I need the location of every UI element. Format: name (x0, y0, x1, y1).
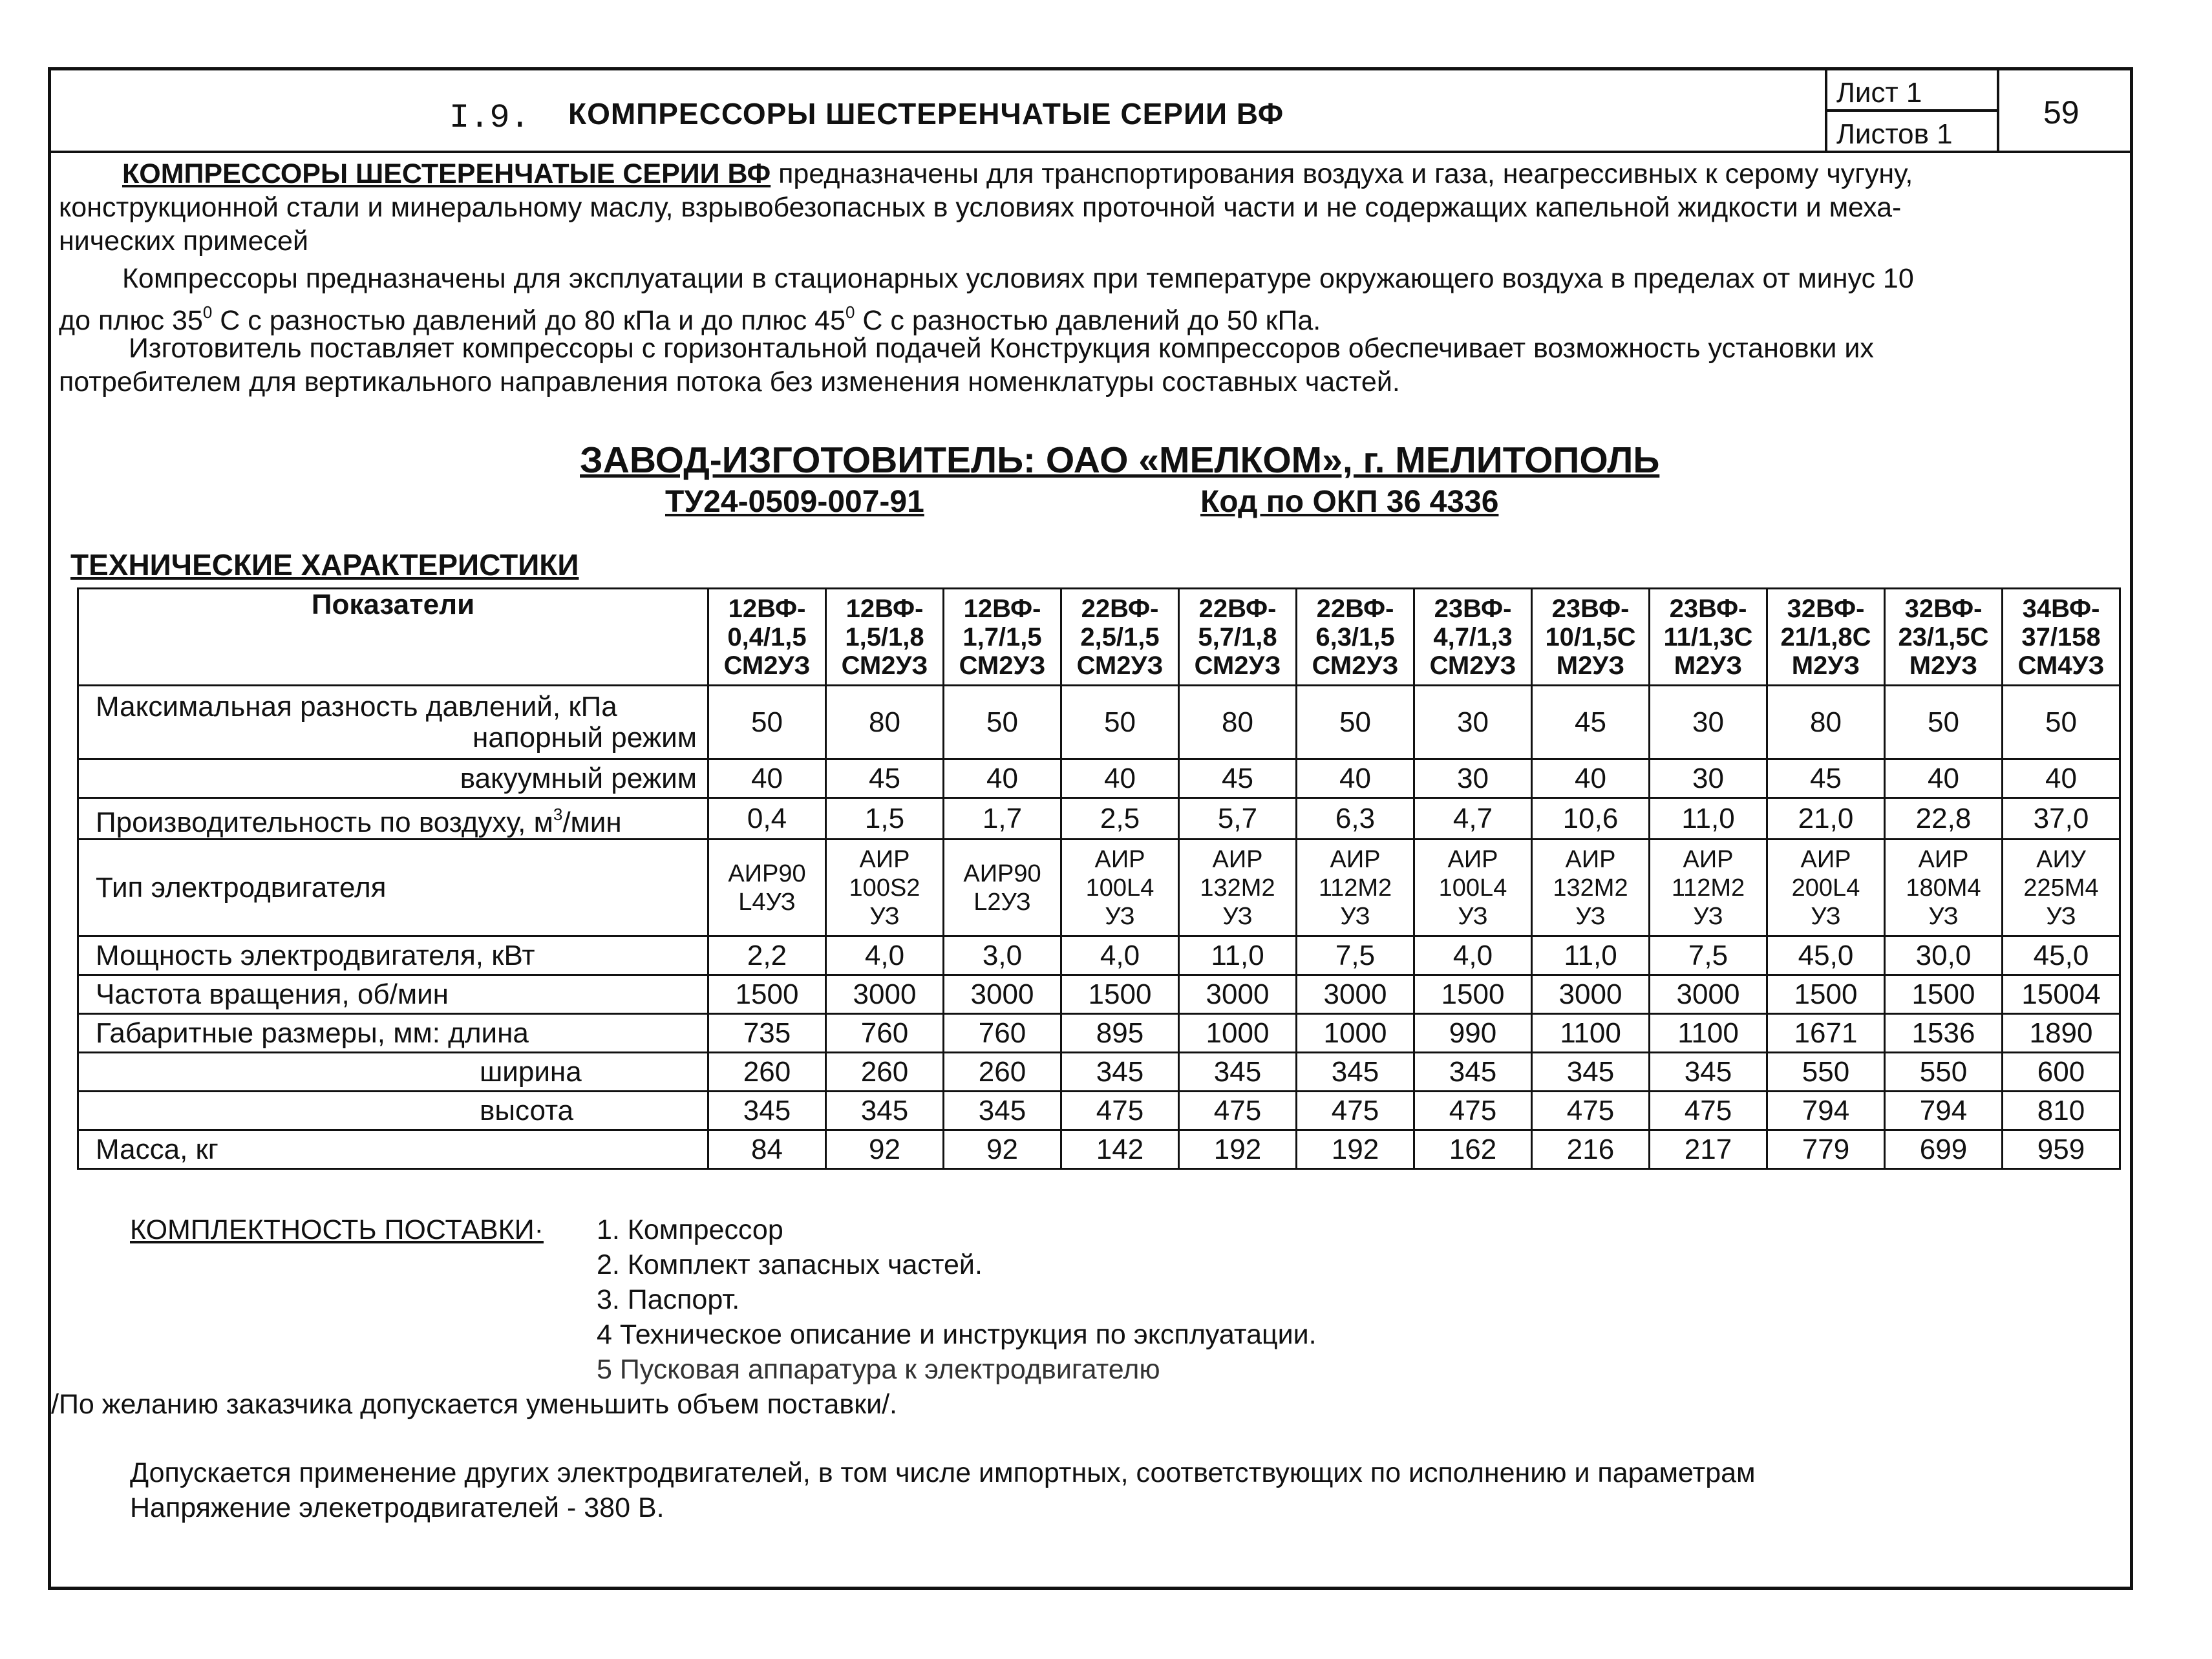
model-name: 23ВФ- (1669, 594, 1747, 623)
value-cell: 779 (1767, 1130, 1885, 1169)
value-cell: 22,8 (1885, 798, 2003, 840)
page-title: КОМПРЕССОРЫ ШЕСТЕРЕНЧАТЫЕ СЕРИИ ВФ (568, 97, 1284, 131)
model-header (1061, 589, 1179, 686)
value-cell (944, 840, 1061, 936)
model-name: 34ВФ- (2022, 594, 2100, 623)
model-name: 21/1,8С (1780, 622, 1871, 651)
value-cell: 11,0 (1650, 798, 1767, 840)
model-name: СМ2УЗ (1194, 651, 1281, 680)
value-cell: 1,7 (944, 798, 1061, 840)
model-name: 32ВФ- (1787, 594, 1865, 623)
value-cell: 30 (1414, 759, 1532, 798)
value-cell: 80 (826, 686, 944, 759)
value-part: УЗ (1928, 902, 1959, 930)
value-cell: 11,0 (1179, 936, 1297, 975)
value-cell: 4,7 (1414, 798, 1532, 840)
value-cell: 810 (2003, 1092, 2120, 1130)
value-cell: 794 (1885, 1092, 2003, 1130)
value-part: 100L4 (1085, 874, 1154, 902)
footer-line: Допускается применение других электродвигателей, в том числе импортных, соответствующих по исполнению и параметрам (130, 1457, 1756, 1488)
value-cell: 345 (708, 1092, 826, 1130)
model-name: 22ВФ- (1316, 594, 1394, 623)
value-cell: 216 (1532, 1130, 1650, 1169)
value-cell: 735 (708, 1014, 826, 1053)
value-cell: 345 (1532, 1053, 1650, 1092)
value-cell: 40 (1297, 759, 1414, 798)
value-cell (1767, 840, 1885, 936)
value-cell: 45,0 (2003, 936, 2120, 975)
value-cell: 45 (1532, 686, 1650, 759)
value-cell: 3000 (826, 975, 944, 1014)
value-part: 100L4 (1438, 874, 1507, 902)
value-cell: 40 (2003, 759, 2120, 798)
sheets-cell (1825, 112, 1997, 151)
value-cell: 4,0 (1414, 936, 1532, 975)
value-cell: 1536 (1885, 1014, 2003, 1053)
row-label: Масса, кг (78, 1130, 708, 1169)
delivery-label (130, 1213, 544, 1247)
row-label (78, 686, 708, 759)
value-cell (1061, 840, 1179, 936)
title-block (51, 70, 2130, 153)
value-cell: 217 (1650, 1130, 1767, 1169)
intro-line: Изготовитель поставляет компрессоры с горизонтальной подачей Конструкция компрессоров обеспечивает возможность установки их (129, 333, 1874, 364)
value-cell: 760 (826, 1014, 944, 1053)
value-cell: 50 (944, 686, 1061, 759)
superscript: 3 (553, 805, 563, 824)
model-header (708, 589, 826, 686)
superscript: 0 (202, 302, 213, 322)
value-cell: 345 (944, 1092, 1061, 1130)
row-label: Частота вращения, об/мин (78, 975, 708, 1014)
model-name: СМ2УЗ (723, 651, 811, 680)
value-part: 132М2 (1200, 874, 1275, 902)
row-label-line: напорный режим (473, 721, 697, 754)
text-fragment: С с разностью давлений до 50 кПа. (855, 305, 1321, 336)
value-part: УЗ (869, 902, 900, 930)
value-part: АИР (1212, 845, 1263, 873)
delivery-item: 2. Комплект запасных частей. (597, 1249, 983, 1280)
model-header (1414, 589, 1532, 686)
intro-line: нических примесей (59, 226, 308, 257)
row-label: Тип электродвигателя (78, 840, 708, 936)
okp-code: Код по ОКП 36 4336 (1200, 485, 1499, 519)
text-fragment: до плюс 35 (59, 305, 203, 336)
value-cell: 40 (944, 759, 1061, 798)
value-cell: 3000 (1650, 975, 1767, 1014)
value-cell: 40 (1885, 759, 2003, 798)
model-name: СМ4УЗ (2017, 651, 2105, 680)
specs-table (77, 587, 2121, 1170)
value-cell: 475 (1532, 1092, 1650, 1130)
value-cell: 1890 (2003, 1014, 2120, 1053)
value-cell: 475 (1179, 1092, 1297, 1130)
model-name: СМ2УЗ (959, 651, 1046, 680)
footer-line: Напряжение элекетродвигателей - 380 В. (130, 1492, 665, 1523)
model-name: 10/1,5С (1545, 622, 1636, 651)
value-part: АИР (1447, 845, 1498, 873)
table-row (78, 1130, 2120, 1169)
value-cell (1179, 840, 1297, 936)
value-cell (2003, 840, 2120, 936)
value-cell: 11,0 (1532, 936, 1650, 975)
value-cell: 45,0 (1767, 936, 1885, 975)
model-name: М2УЗ (1791, 651, 1860, 680)
intro-line: Компрессоры предназначены для эксплуатации в стационарных условиях при температуре окружающего воздуха в пределах от минус 10 (122, 263, 1914, 294)
row-label-text: /мин (562, 807, 622, 838)
section-number: I.9. (449, 99, 530, 137)
value-cell: 7,5 (1297, 936, 1414, 975)
value-part: УЗ (1222, 902, 1253, 930)
model-name: 22ВФ- (1081, 594, 1159, 623)
value-cell: 40 (1061, 759, 1179, 798)
value-cell: 15004 (2003, 975, 2120, 1014)
model-name: 0,4/1,5 (727, 622, 807, 651)
value-cell: 45 (1179, 759, 1297, 798)
delivery-note: /По желанию заказчика допускается уменьшить объем поставки/. (51, 1389, 898, 1420)
delivery-item: 1. Компрессор (597, 1214, 783, 1245)
manufacturer-title: ЗАВОД-ИЗГОТОВИТЕЛЬ: ОАО «МЕЛКОМ», г. МЕЛИТОПОЛЬ (580, 439, 1660, 481)
value-cell: 50 (1297, 686, 1414, 759)
value-cell: 80 (1767, 686, 1885, 759)
value-cell (1414, 840, 1532, 936)
value-part: УЗ (1105, 902, 1135, 930)
value-cell: 21,0 (1767, 798, 1885, 840)
value-part: L4УЗ (738, 888, 796, 916)
value-cell: 50 (1885, 686, 2003, 759)
model-name: М2УЗ (1674, 651, 1743, 680)
row-label: ширина (78, 1053, 708, 1092)
value-cell: 1500 (1885, 975, 2003, 1014)
value-cell: 0,4 (708, 798, 826, 840)
superscript: 0 (845, 302, 855, 322)
value-part: АИР (1094, 845, 1145, 873)
value-cell: 7,5 (1650, 936, 1767, 975)
model-header (1297, 589, 1414, 686)
model-header (2003, 589, 2120, 686)
value-cell: 40 (708, 759, 826, 798)
value-part: 112М2 (1318, 874, 1392, 902)
value-part: 225М4 (2023, 874, 2099, 902)
model-name: 5,7/1,8 (1198, 622, 1277, 651)
value-cell (826, 840, 944, 936)
table-row (78, 936, 2120, 975)
value-cell: 760 (944, 1014, 1061, 1053)
value-part: 180М4 (1906, 874, 1981, 902)
page-number: 59 (2043, 94, 2079, 131)
value-cell: 142 (1061, 1130, 1179, 1169)
table-row (78, 686, 2120, 759)
model-name: 12ВФ- (845, 594, 924, 623)
intro-line: конструкционной стали и минеральному маслу, взрывобезопасных в условиях проточной части и не содержащих капельной жидкости и меха- (59, 192, 1902, 223)
delivery-item: 5 Пусковая аппаратура к электродвигателю (597, 1354, 1160, 1385)
text-fragment: С с разностью давлений до 80 кПа и до плюс 45 (212, 305, 845, 336)
value-cell: 92 (944, 1130, 1061, 1169)
value-cell: 30,0 (1885, 936, 2003, 975)
value-cell (1885, 840, 2003, 936)
model-name: 11/1,3С (1663, 622, 1753, 651)
value-part: 100S2 (849, 874, 920, 902)
value-cell (1297, 840, 1414, 936)
value-cell: 2,5 (1061, 798, 1179, 840)
value-cell: 260 (826, 1053, 944, 1092)
model-name: М2УЗ (1556, 651, 1625, 680)
value-part: АИР90 (963, 860, 1041, 887)
model-name: 4,7/1,3 (1433, 622, 1513, 651)
value-cell: 260 (944, 1053, 1061, 1092)
value-cell: 84 (708, 1130, 826, 1169)
value-cell (1650, 840, 1767, 936)
value-cell: 345 (1297, 1053, 1414, 1092)
value-part: 200L4 (1791, 874, 1860, 902)
value-cell: 3,0 (944, 936, 1061, 975)
model-name: СМ2УЗ (1312, 651, 1399, 680)
value-cell: 192 (1297, 1130, 1414, 1169)
model-header (1532, 589, 1650, 686)
model-header (1650, 589, 1767, 686)
model-header (944, 589, 1061, 686)
intro-lead: КОМПРЕССОРЫ ШЕСТЕРЕНЧАТЫЕ СЕРИИ ВФ (122, 158, 771, 189)
value-part: УЗ (1693, 902, 1723, 930)
table-row (78, 1053, 2120, 1092)
table-header-row (78, 589, 2120, 686)
model-name: 23/1,5С (1898, 622, 1989, 651)
row-label-line: Максимальная разность давлений, кПа (96, 690, 617, 723)
delivery-label-text: КОМПЛЕКТНОСТЬ ПОСТАВКИ· (130, 1214, 544, 1245)
value-cell: 40 (1532, 759, 1650, 798)
sheet-cell (1825, 70, 1997, 112)
table-row (78, 975, 2120, 1014)
value-cell: 162 (1414, 1130, 1532, 1169)
row-label: Габаритные размеры, мм: длина (78, 1014, 708, 1053)
value-cell: 4,0 (826, 936, 944, 975)
model-name: 32ВФ- (1904, 594, 1983, 623)
value-cell: 1100 (1532, 1014, 1650, 1053)
value-cell: 4,0 (1061, 936, 1179, 975)
value-cell: 92 (826, 1130, 944, 1169)
model-header (1767, 589, 1885, 686)
model-name: М2УЗ (1909, 651, 1978, 680)
intro-line: потребителем для вертикального направления потока без изменения номенклатуры составных частей. (59, 366, 1400, 397)
value-part: АИР (1565, 845, 1616, 873)
intro-text: предназначены для транспортирования воздуха и газа, неагрессивных к серому чугуну, (771, 158, 1913, 189)
value-cell: 45 (826, 759, 944, 798)
row-label-text: Производительность по воздуху, м (96, 807, 553, 838)
model-name: 1,5/1,8 (845, 622, 924, 651)
value-cell: 699 (1885, 1130, 2003, 1169)
model-name: СМ2УЗ (841, 651, 928, 680)
model-name: 23ВФ- (1551, 594, 1630, 623)
value-cell: 345 (1179, 1053, 1297, 1092)
sheet-label: Лист 1 (1836, 77, 1922, 109)
value-cell: 260 (708, 1053, 826, 1092)
document-sheet (48, 67, 2133, 1590)
value-part: 132М2 (1553, 874, 1628, 902)
model-name: 12ВФ- (963, 594, 1041, 623)
value-cell: 50 (1061, 686, 1179, 759)
value-cell (1532, 840, 1650, 936)
value-cell: 50 (708, 686, 826, 759)
value-cell: 80 (1179, 686, 1297, 759)
value-cell: 550 (1885, 1053, 2003, 1092)
intro-line (122, 157, 1913, 191)
value-cell: 600 (2003, 1053, 2120, 1092)
value-part: 112М2 (1671, 874, 1745, 902)
value-cell: 45 (1767, 759, 1885, 798)
value-part: УЗ (2046, 902, 2076, 930)
value-cell: 192 (1179, 1130, 1297, 1169)
value-cell: 475 (1414, 1092, 1532, 1130)
model-name: 22ВФ- (1198, 594, 1277, 623)
value-cell: 1500 (708, 975, 826, 1014)
model-name: 23ВФ- (1434, 594, 1512, 623)
value-cell: 5,7 (1179, 798, 1297, 840)
value-cell: 1000 (1179, 1014, 1297, 1053)
value-cell: 1000 (1297, 1014, 1414, 1053)
tu-code: ТУ24-0509-007-91 (665, 485, 924, 519)
value-cell: 794 (1767, 1092, 1885, 1130)
value-cell: 345 (826, 1092, 944, 1130)
value-cell: 475 (1650, 1092, 1767, 1130)
value-cell: 990 (1414, 1014, 1532, 1053)
value-cell: 895 (1061, 1014, 1179, 1053)
specs-title: ТЕХНИЧЕСКИЕ ХАРАКТЕРИСТИКИ (70, 548, 579, 582)
value-cell: 345 (1650, 1053, 1767, 1092)
value-cell (708, 840, 826, 936)
value-part: АИР90 (728, 860, 806, 887)
model-name: 12ВФ- (728, 594, 806, 623)
model-header (826, 589, 944, 686)
value-cell: 1100 (1650, 1014, 1767, 1053)
value-cell: 30 (1414, 686, 1532, 759)
model-name: 1,7/1,5 (962, 622, 1042, 651)
table-row (78, 759, 2120, 798)
table-row (78, 1092, 2120, 1130)
value-cell: 6,3 (1297, 798, 1414, 840)
value-part: УЗ (1811, 902, 1841, 930)
value-part: УЗ (1340, 902, 1370, 930)
value-cell: 959 (2003, 1130, 2120, 1169)
value-cell: 30 (1650, 686, 1767, 759)
value-cell: 345 (1061, 1053, 1179, 1092)
value-cell: 475 (1061, 1092, 1179, 1130)
sheets-label: Листов 1 (1836, 118, 1953, 150)
value-cell: 3000 (1532, 975, 1650, 1014)
table-row (78, 1014, 2120, 1053)
row-label: вакуумный режим (78, 759, 708, 798)
value-cell: 37,0 (2003, 798, 2120, 840)
model-name: СМ2УЗ (1076, 651, 1164, 680)
model-name: 6,3/1,5 (1315, 622, 1395, 651)
value-cell: 345 (1414, 1053, 1532, 1092)
value-cell: 550 (1767, 1053, 1885, 1092)
value-cell: 3000 (944, 975, 1061, 1014)
model-header (1885, 589, 2003, 686)
value-part: L2УЗ (973, 888, 1031, 916)
row-label (78, 798, 708, 840)
value-cell: 1500 (1767, 975, 1885, 1014)
delivery-item: 3. Паспорт. (597, 1284, 740, 1315)
value-cell: 1,5 (826, 798, 944, 840)
value-cell: 475 (1297, 1092, 1414, 1130)
value-cell: 1500 (1061, 975, 1179, 1014)
value-part: АИР (859, 845, 910, 873)
model-header (1179, 589, 1297, 686)
value-cell: 1671 (1767, 1014, 1885, 1053)
delivery-item: 4 Техническое описание и инструкция по эксплуатации. (597, 1319, 1317, 1350)
value-cell: 50 (2003, 686, 2120, 759)
value-part: АИР (1683, 845, 1734, 873)
value-cell: 30 (1650, 759, 1767, 798)
value-part: УЗ (1575, 902, 1606, 930)
label-header: Показатели (78, 589, 708, 686)
model-name: СМ2УЗ (1429, 651, 1516, 680)
value-cell: 3000 (1179, 975, 1297, 1014)
value-cell: 2,2 (708, 936, 826, 975)
row-label: высота (78, 1092, 708, 1130)
value-cell: 1500 (1414, 975, 1532, 1014)
value-cell: 3000 (1297, 975, 1414, 1014)
table-row (78, 840, 2120, 936)
model-name: 2,5/1,5 (1080, 622, 1160, 651)
value-part: АИР (1800, 845, 1851, 873)
value-part: АИУ (2036, 845, 2086, 873)
value-part: УЗ (1458, 902, 1488, 930)
table-row (78, 798, 2120, 840)
value-cell: 10,6 (1532, 798, 1650, 840)
model-name: 37/158 (2021, 622, 2101, 651)
value-part: АИР (1918, 845, 1969, 873)
value-part: АИР (1330, 845, 1381, 873)
row-label: Мощность электродвигателя, кВт (78, 936, 708, 975)
page-number-cell (1997, 70, 2131, 151)
